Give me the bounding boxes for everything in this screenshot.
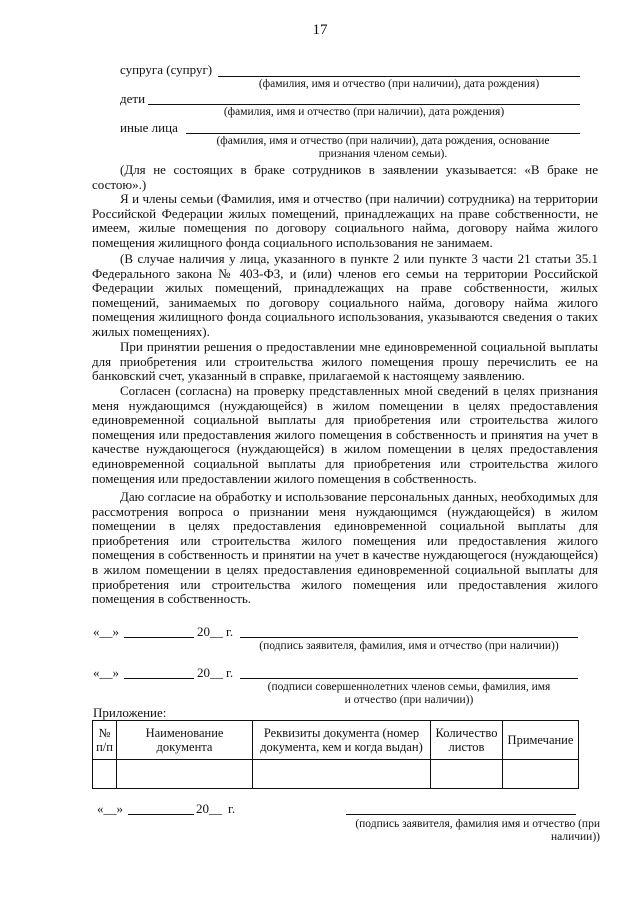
children-caption: (фамилия, имя и отчество (при наличии), дата рождения) <box>223 106 505 118</box>
final-signature-caption-line-1: (подпись заявителя, фамилия имя и отчество (при <box>355 818 600 830</box>
date-day: «__» <box>93 624 119 639</box>
date-month-line[interactable] <box>124 637 194 638</box>
cell-page-count[interactable] <box>431 760 503 789</box>
family-signature-line[interactable] <box>240 678 578 679</box>
date-year: 20__ <box>196 801 222 816</box>
cell-note[interactable] <box>503 760 579 789</box>
cell-document-name[interactable] <box>117 760 253 789</box>
applicant-signature-caption: (подпись заявителя, фамилия, имя и отчество (при наличии)) <box>259 640 559 652</box>
cell-number[interactable] <box>93 760 117 789</box>
final-signature-line[interactable] <box>346 814 576 815</box>
date-day: «__» <box>93 665 119 680</box>
children-line[interactable] <box>148 104 580 105</box>
date-suffix: г. <box>226 665 234 680</box>
attachment-header-row <box>93 721 579 760</box>
marital-status-note: (Для не состоящих в браке сотрудников в заявлении указывается: «В браке не состою».) <box>92 162 598 192</box>
personal-data-consent: Даю согласие на обработку и использование персональных данных, необходимых для рассмотрения вопроса о признании меня нуждающимся (нуждающейся) в жилом помещении в целях предоставления единовременной социальной выплаты для приобретения или строительства жилого помещения или предоставления жилого помещения в собственность и принятии на учет в качестве нуждающегося (нуждающейся) в жилом помещении в целях предоставления единовременной социальной выплаты для приобретения или строительства жилого помещения или предоставления жилого помещения в собственность. <box>92 489 598 607</box>
attachment-table <box>92 720 579 789</box>
children-label: дети <box>120 91 146 106</box>
page-number: 17 <box>312 22 328 38</box>
others-caption-line-2: признания членом семьи). <box>318 148 448 160</box>
others-label: иные лица <box>120 120 178 135</box>
final-signature-caption-line-2: наличии)) <box>550 831 600 843</box>
date-day: «__» <box>97 801 123 816</box>
header-document-name: Наименование документа <box>117 721 253 760</box>
date-year: 20__ <box>197 665 223 680</box>
spouse-line[interactable] <box>218 76 580 77</box>
cell-document-details[interactable] <box>253 760 431 789</box>
no-housing-statement: Я и члены семьи (Фамилия, имя и отчество (при наличии) сотрудника) на территории Российской Федерации жилых помещений, принадлежащих на праве собственности, не имеем, жилые помещения по договору социального найма, договору найма жилого помещения жилищного фонда социального использования не занимаем. <box>92 191 598 250</box>
family-signature-caption-line-2: и отчество (при наличии)) <box>344 694 474 706</box>
date-suffix: г. <box>226 624 234 639</box>
header-note: Примечание <box>503 721 579 760</box>
header-number: № п/п <box>93 721 117 760</box>
family-signature-caption-line-1: (подписи совершеннолетних членов семьи, фамилия, имя <box>267 681 551 693</box>
date-month-line[interactable] <box>128 814 194 815</box>
date-year: 20__ <box>197 624 223 639</box>
header-page-count: Количество листов <box>431 721 503 760</box>
header-document-details: Реквизиты документа (номер документа, кем и когда выдан) <box>253 721 431 760</box>
date-suffix: г. <box>228 801 236 816</box>
date-month-line[interactable] <box>124 678 194 679</box>
applicant-signature-line[interactable] <box>240 637 578 638</box>
others-caption-line-1: (фамилия, имя и отчество (при наличии), дата рождения, основание <box>216 135 550 147</box>
spouse-label: супруга (супруг) <box>120 62 213 77</box>
attachment-title: Приложение: <box>93 705 167 720</box>
payment-request: При принятии решения о предоставлении мне единовременной социальной выплаты для приобретения или строительства жилого помещения прошу перечислить ее на банковский счет, указанный в справке, прилагаемой к настоящему заявлению. <box>92 339 598 384</box>
spouse-caption: (фамилия, имя и отчество (при наличии), дата рождения) <box>258 78 540 90</box>
others-line[interactable] <box>186 133 580 134</box>
table-row <box>93 760 579 789</box>
verification-consent: Согласен (согласна) на проверку представленных мной сведений в целях признания меня нуждающимся (нуждающейся) в жилом помещении в целях предоставления единовременной социальной выплаты для приобретения или строительства жилого помещения или предоставления жилого помещения в собственность и принятия на учет в качестве нуждающегося (нуждающейся) в жилом помещении в целях предоставления единовременной социальной выплаты для приобретения или строительства жилого помещения или предоставлении жилого помещения в собственность. <box>92 383 598 486</box>
housing-info-note: (В случае наличия у лица, указанного в пункте 2 или пункте 3 части 21 статьи 35.1 Федерального закона № 403-ФЗ, и (или) членов его семьи на территории Российской Федерации жилых помещений, принадлежащих на праве собственности, жилых помещений, занимаемых по договору социального найма, договору найма жилого помещения жилищного фонда социального использования, указываются сведения о таких жилых помещениях). <box>92 251 598 339</box>
